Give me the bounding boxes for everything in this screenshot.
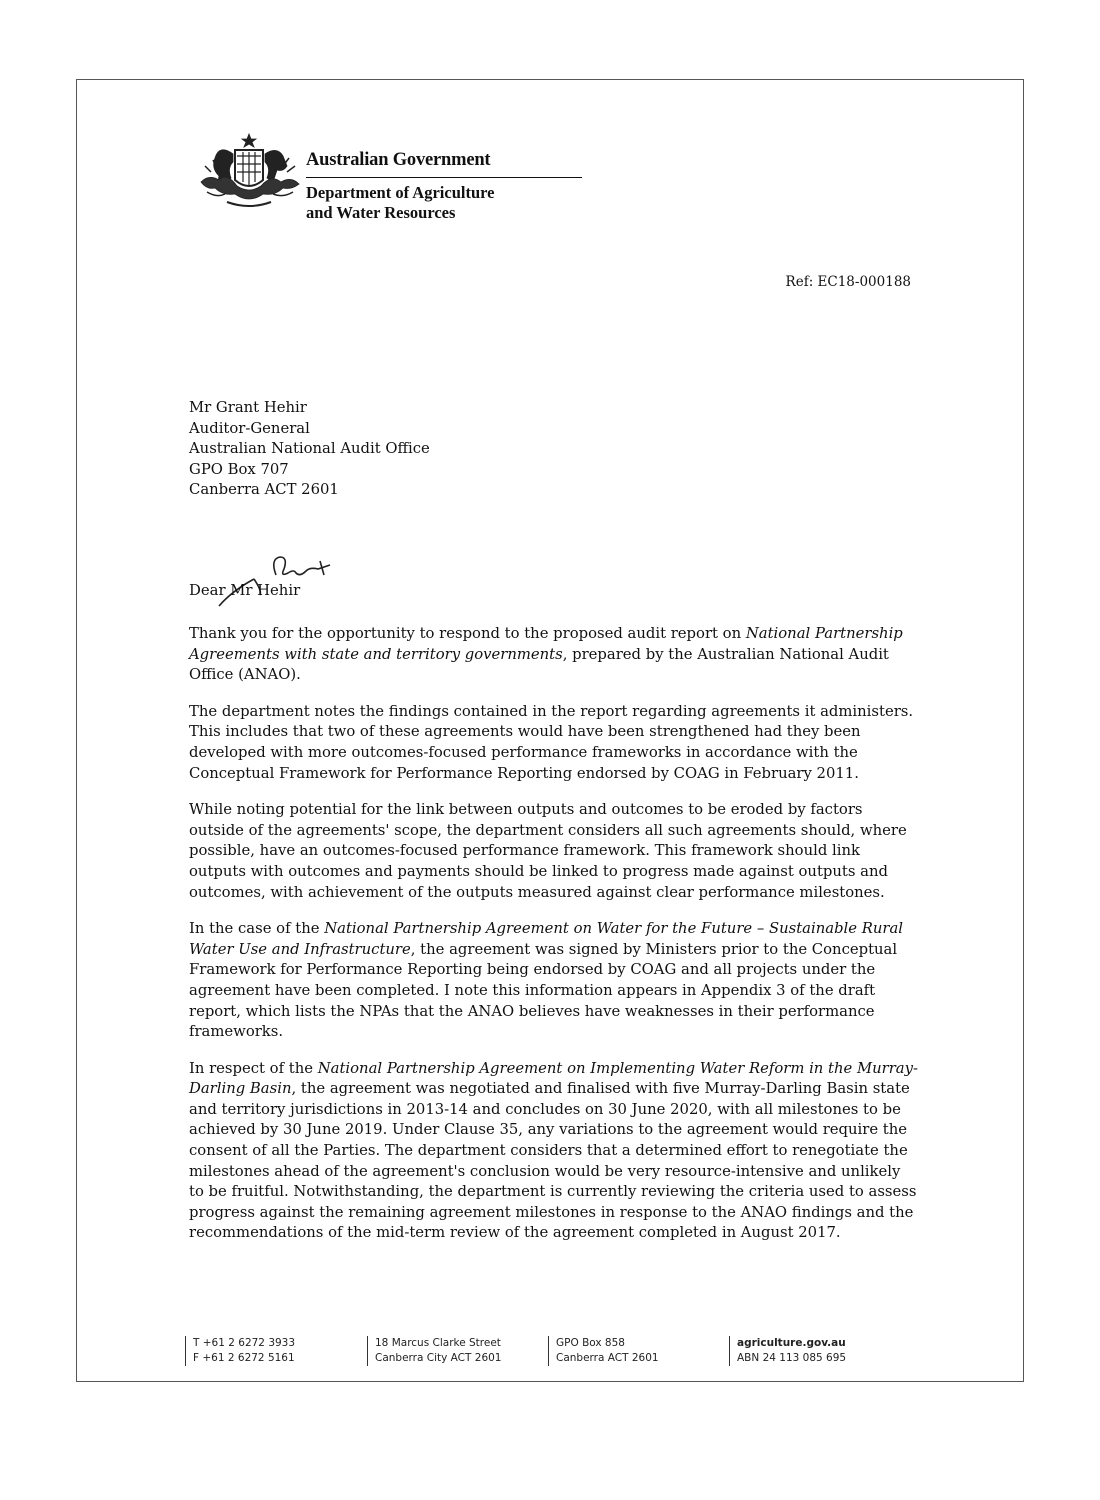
letter-body (189, 624, 919, 1260)
body-paragraph: While noting potential for the link between outputs and outcomes to be eroded by factors outside of the agreements' scope, the department considers all such agreements should, where possible, have an outcomes-focused performance framework. This framework should link outputs with outcomes and payments should be linked to progress made against outputs and outcomes, with achievement of the outputs measured against clear performance milestones. (189, 801, 907, 901)
coat-of-arms-logo (197, 132, 303, 212)
address-line: Canberra ACT 2601 (189, 481, 339, 499)
address-line: Mr Grant Hehir (189, 399, 307, 416)
recipient-address (189, 398, 430, 501)
address-line: Auditor-General (189, 419, 310, 437)
website-link[interactable]: agriculture.gov.au (737, 1337, 846, 1349)
department-name: Department of Agriculture and Water Resources (306, 183, 495, 222)
address-line: Australian National Audit Office (189, 440, 430, 458)
footer-abn: ABN 24 113 085 695 (737, 1352, 847, 1364)
address-line: GPO Box 707 (189, 460, 289, 478)
footer-phone: T +61 2 6272 3933 (193, 1337, 296, 1349)
reference-number: Ref: EC18-000188 (785, 274, 911, 290)
footer-street-address: 18 Marcus Clarke Street Canberra City ACT 2601 (367, 1336, 502, 1366)
footer-contact (185, 1336, 295, 1366)
government-name: Australian Government (306, 150, 582, 178)
body-paragraph: In respect of the National Partnership Agreement on Implementing Water Reform in the Murray-Darling Basin, the agreement was negotiated and finalised with five Murray-Darling Basin state and territory jurisdictions in 2013-14 and concludes on 30 June 2020, with all milestones to be achieved by 30 June 2019. Under Clause 35, any variations to the agreement would require the consent of all the Parties. The department considers that a determined effort to renegotiate the milestones ahead of the agreement's conclusion would be very resource-intensive and unlikely to be fruitful. Notwithstanding, the department is currently reviewing the criteria used to assess progress against the remaining agreement milestones in response to the ANAO findings and the recommendations of the mid-term review of the agreement completed in August 2017. (189, 1059, 918, 1242)
body-paragraph: In the case of the National Partnership Agreement on Water for the Future – Sustainable Rural Water Use and Infrastructure, the agreement was signed by Ministers prior to the Conceptual Framework for Performance Reporting being endorsed by COAG and all projects under the agreement have been completed. I note this information appears in Appendix 3 of the draft report, which lists the NPAs that the ANAO believes have weaknesses in their performance frameworks. (189, 920, 904, 1041)
body-paragraph: Thank you for the opportunity to respond to the proposed audit report on National Partnership Agreements with state and territory governments, prepared by the Australian National Audit Office (ANAO). (189, 625, 903, 684)
letterhead (306, 150, 582, 223)
body-paragraph: The department notes the findings contained in the report regarding agreements it administers. This includes that two of these agreements would have been strengthened had they been developed with more outcomes-focused performance frameworks in accordance with the Conceptual Framework for Performance Reporting endorsed by COAG in February 2011. (189, 702, 914, 782)
letter-page (76, 79, 1024, 1382)
footer-web (729, 1336, 846, 1366)
handwritten-signature (214, 551, 354, 611)
salutation: Dear Mr Hehir (189, 582, 301, 599)
footer-fax: F +61 2 6272 5161 (193, 1352, 295, 1364)
footer-postal-address: GPO Box 858 Canberra ACT 2601 (548, 1336, 659, 1366)
